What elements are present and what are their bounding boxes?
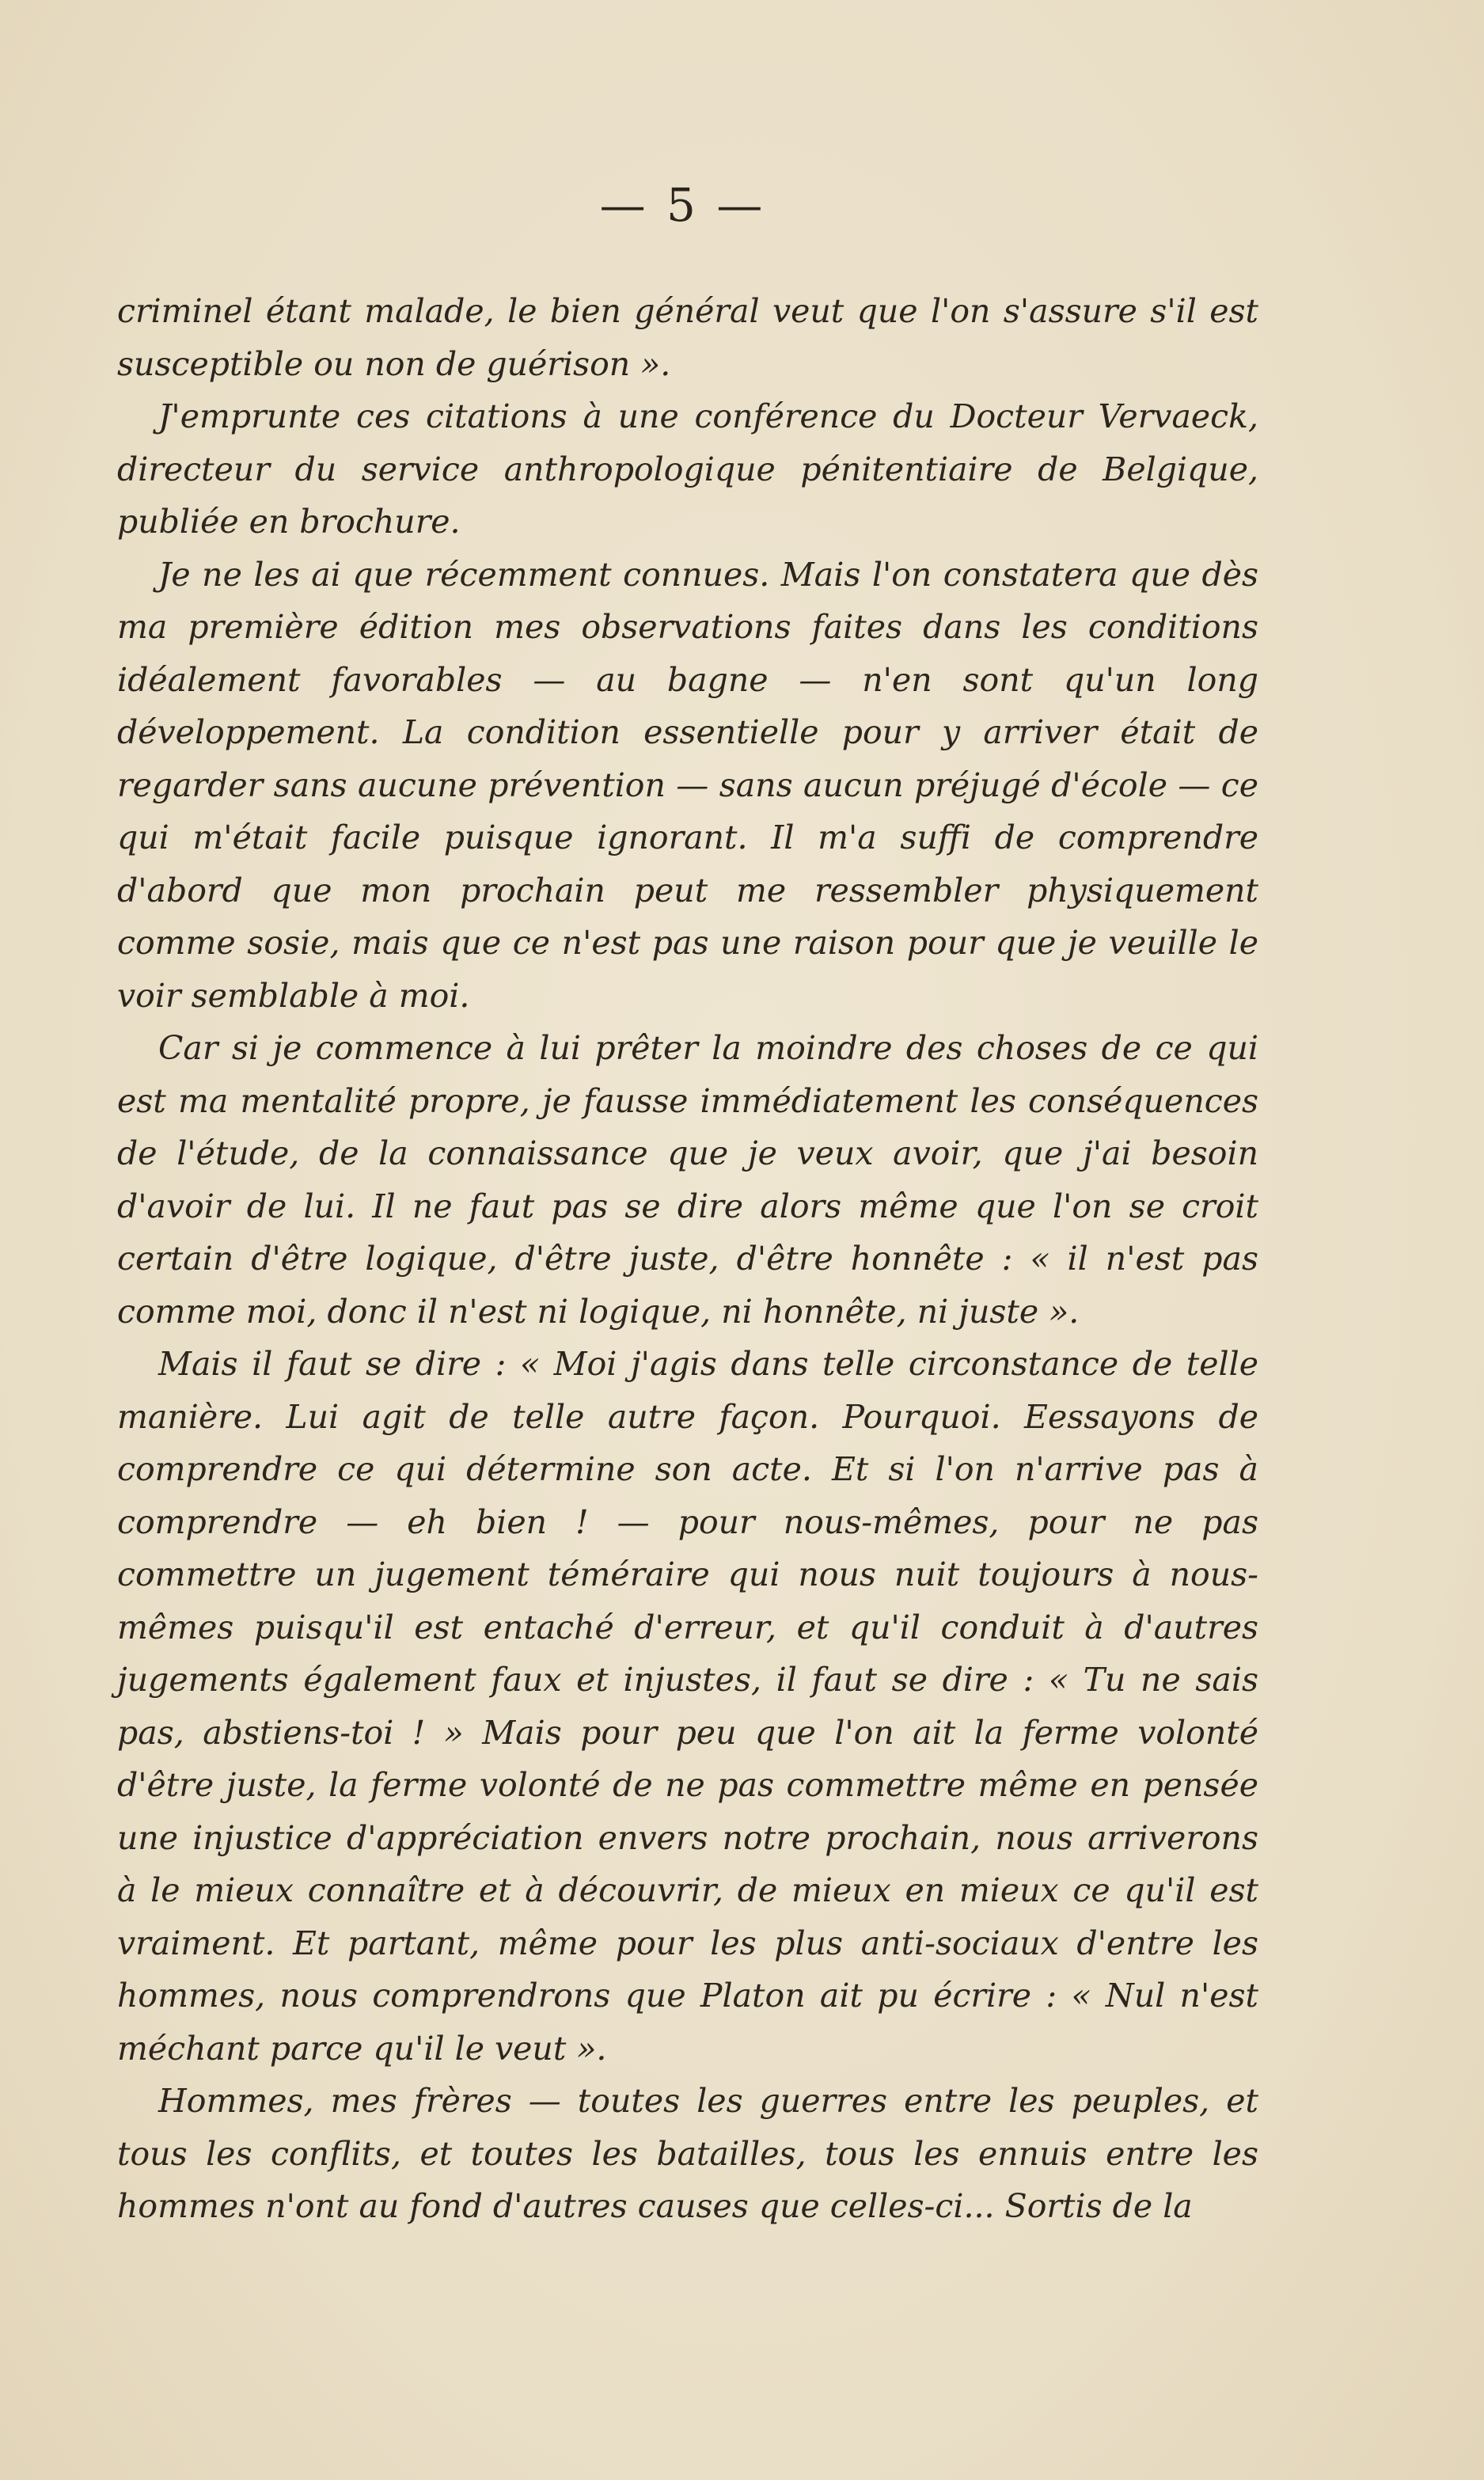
paragraph-brothers: Hommes, mes frères — toutes les guerres entre les peuples, et tous les conflits, et toutes les batailles, tous les ennuis entre les hommes n'ont au fond d'autres causes que celles-ci... Sortis de la <box>117 2082 1258 2225</box>
paragraph-continuation: criminel étant malade, le bien général veut que l'on s'assure s'il est susceptible ou non de guérison ». <box>117 292 1258 383</box>
paragraph-mentality: Car si je commence à lui prêter la moindre des choses de ce qui est ma mentalité propre, je fausse immédiatement les conséquences de l'étude, de la connaissance que je veux avoir, que j'ai besoin d'avoir de lui. Il ne faut pas se dire alors même que l'on se croit certain d'être logique, d'être juste, d'être honnête : « il n'est pas comme moi, donc il n'est ni logique, ni honnête, ni juste ». <box>117 1029 1258 1331</box>
body-text <box>117 285 1258 2233</box>
paragraph-observations: Je ne les ai que récemment connues. Mais l'on constatera que dès ma première édition mes observations faites dans les conditions idéalement favorables — au bagne — n'en sont qu'un long développement. La condition essentielle pour y arriver était de regarder sans aucune prévention — sans aucun préjugé d'école — ce qui m'était facile puisque ignorant. Il m'a suffi de comprendre d'abord que mon prochain peut me ressembler physiquement comme sosie, mais que ce n'est pas une raison pour que je veuille le voir semblable à moi. <box>117 555 1258 1015</box>
page-number: — 5 — <box>599 178 766 232</box>
paragraph-citation-source: J'emprunte ces citations à une conférence du Docteur Vervaeck, directeur du service anthropologique pénitentiaire de Belgique, publiée en brochure. <box>117 397 1258 541</box>
paragraph-understanding: Mais il faut se dire : « Moi j'agis dans telle circonstance de telle manière. Lui agit de telle autre façon. Pourquoi. Eessayons de comprendre ce qui détermine son acte. Et si l'on n'arrive pas à comprendre — eh bien ! — pour nous-mêmes, pour ne pas commettre un jugement téméraire qui nous nuit toujours à nous-mêmes puisqu'il est entaché d'erreur, et qu'il conduit à d'autres jugements également faux et injustes, il faut se dire : « Tu ne sais pas, abstiens-toi ! » Mais pour peu que l'on ait la ferme volonté d'être juste, la ferme volonté de ne pas commettre même en pensée une injustice d'appréciation envers notre prochain, nous arriverons à le mieux connaître et à découvrir, de mieux en mieux ce qu'il est vraiment. Et partant, même pour les plus anti-sociaux d'entre les hommes, nous comprendrons que Platon ait pu écrire : « Nul n'est méchant parce qu'il le veut ». <box>117 1345 1258 2068</box>
